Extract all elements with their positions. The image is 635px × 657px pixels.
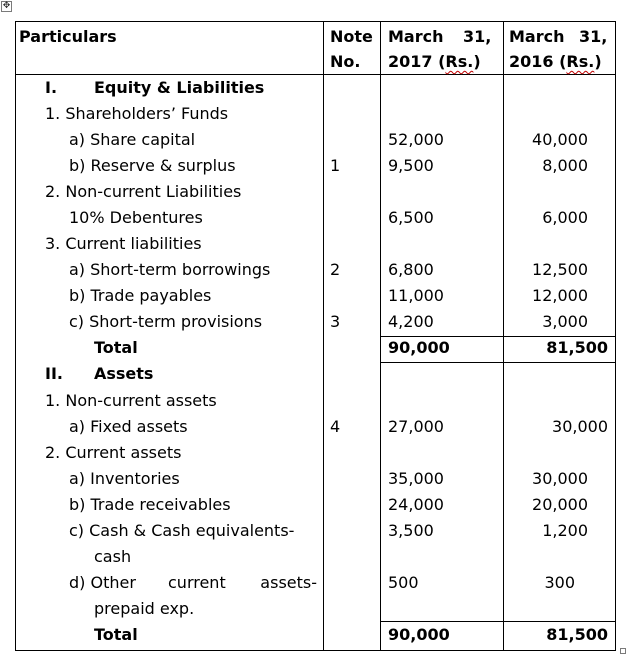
note-number: 1: [330, 156, 341, 175]
value-2016: 12,000: [532, 286, 588, 305]
note-number: 4: [330, 417, 341, 436]
value-2017: 27,000: [388, 417, 444, 436]
total-value-2017: 90,000: [388, 338, 450, 357]
section-numeral: I.: [45, 78, 58, 97]
section-heading-equity-liabilities: Equity & Liabilities: [94, 78, 265, 97]
total-bottom-border: [380, 362, 616, 363]
value-2016: 8,000: [542, 156, 588, 175]
value-2016: 1,200: [542, 521, 588, 540]
row-label: 1. Non-current assets: [45, 391, 217, 410]
row-label: 2. Current assets: [45, 443, 182, 462]
column-header-note-line1: Note: [330, 27, 373, 46]
row-label: c) Cash & Cash equivalents-: [69, 521, 295, 540]
column-header-2017-line2: 2017 (Rs.): [388, 52, 481, 71]
section-numeral: II.: [45, 364, 63, 383]
value-2016: 6,000: [542, 208, 588, 227]
value-2016: 3,000: [542, 312, 588, 331]
note-number: 3: [330, 312, 341, 331]
total-value-2016: 81,500: [546, 338, 608, 357]
column-header-particulars: Particulars: [19, 27, 117, 46]
row-label: 10% Debentures: [69, 208, 203, 227]
value-2016: 40,000: [532, 130, 588, 149]
total-label: Total: [94, 625, 138, 644]
section-heading-assets: Assets: [94, 364, 154, 383]
column-header-2017-word1: March: [388, 27, 444, 46]
value-2016: 300: [544, 573, 575, 592]
value-2016: 12,500: [532, 260, 588, 279]
row-label: 1. Shareholders’ Funds: [45, 104, 229, 123]
row-label: cash: [94, 547, 132, 566]
total-value-2017: 90,000: [388, 625, 450, 644]
value-2017: 52,000: [388, 130, 444, 149]
row-label: a) Fixed assets: [69, 417, 188, 436]
value-2017: 500: [388, 573, 419, 592]
row-label: assets-: [260, 573, 317, 592]
table-move-handle-icon[interactable]: ✥: [2, 1, 11, 11]
column-header-2016-line2: 2016 (Rs.): [509, 52, 602, 71]
row-label: d) Other: [69, 573, 136, 592]
row-label: b) Trade receivables: [69, 495, 231, 514]
row-label: a) Share capital: [69, 130, 196, 149]
value-2017: 9,500: [388, 156, 434, 175]
total-top-border: [380, 621, 616, 622]
row-label: b) Reserve & surplus: [69, 156, 236, 175]
table-border-left: [15, 21, 16, 651]
value-2017: 35,000: [388, 469, 444, 488]
row-label: current: [168, 573, 226, 592]
column-header-2016-word1: March: [509, 27, 565, 46]
column-divider-note: [323, 21, 324, 651]
value-2016: 20,000: [532, 495, 588, 514]
value-2017: 6,500: [388, 208, 434, 227]
row-label: a) Inventories: [69, 469, 180, 488]
value-2017: 6,800: [388, 260, 434, 279]
column-header-note-line2: No.: [330, 52, 361, 71]
table-border-bottom: [15, 650, 616, 651]
total-value-2016: 81,500: [546, 625, 608, 644]
row-label: a) Short-term borrowings: [69, 260, 271, 279]
row-label: 2. Non-current Liabilities: [45, 182, 242, 201]
table-resize-handle-icon[interactable]: [620, 648, 626, 654]
row-label: prepaid exp.: [94, 599, 195, 618]
value-2017: 24,000: [388, 495, 444, 514]
value-2017: 11,000: [388, 286, 444, 305]
table-border-top: [15, 21, 616, 22]
note-number: 2: [330, 260, 341, 279]
value-2017: 3,500: [388, 521, 434, 540]
table-border-header: [15, 74, 616, 75]
value-2016: 30,000: [532, 469, 588, 488]
row-label: c) Short-term provisions: [69, 312, 263, 331]
column-header-2016-word2: 31,: [579, 27, 608, 46]
value-2016: 30,000: [552, 417, 608, 436]
total-label: Total: [94, 338, 138, 357]
total-top-border: [380, 336, 616, 337]
row-label: b) Trade payables: [69, 286, 212, 305]
column-header-2017-word2: 31,: [463, 27, 492, 46]
value-2017: 4,200: [388, 312, 434, 331]
row-label: 3. Current liabilities: [45, 234, 202, 253]
